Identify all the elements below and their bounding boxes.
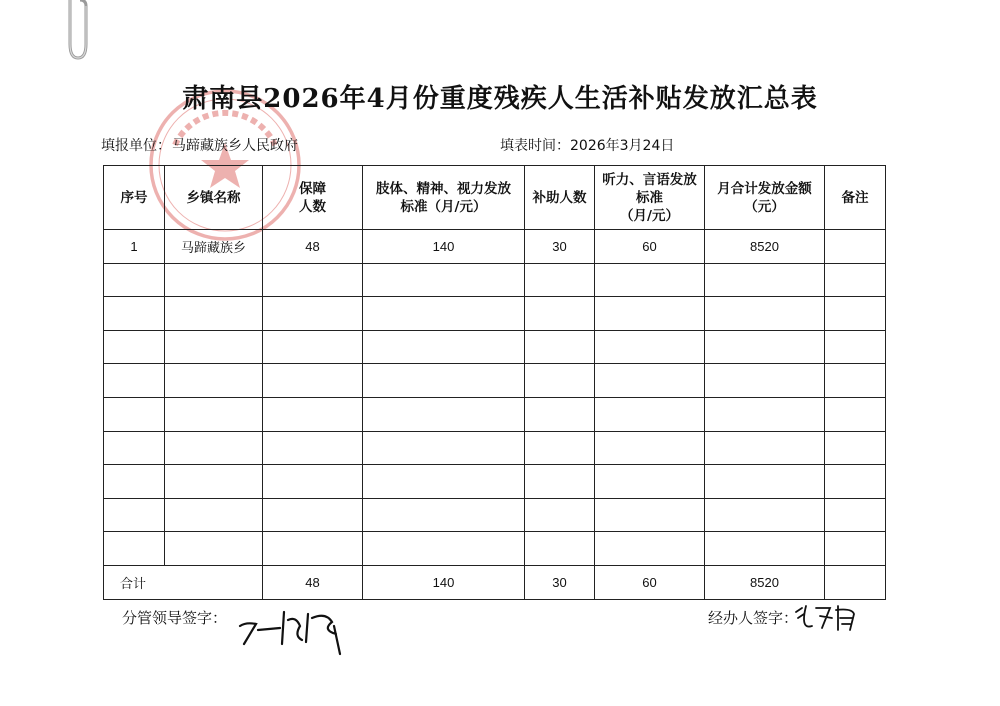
table-cell <box>263 532 363 566</box>
table-cell <box>825 297 886 331</box>
table-cell <box>104 431 165 465</box>
table-row <box>104 431 886 465</box>
fill-unit-label: 填报单位： <box>101 138 171 154</box>
table-cell <box>525 364 595 398</box>
table-cell <box>525 532 595 566</box>
table-cell <box>825 431 886 465</box>
table-cell <box>595 330 705 364</box>
table-cell <box>363 263 525 297</box>
table-cell <box>595 532 705 566</box>
table-cell <box>104 465 165 499</box>
table-cell <box>165 431 263 465</box>
table-cell <box>263 397 363 431</box>
table-cell <box>165 498 263 532</box>
header-cell: 保障 人数 <box>263 166 363 230</box>
table-cell <box>104 330 165 364</box>
table-cell <box>263 263 363 297</box>
table-cell <box>165 263 263 297</box>
total-cell: 48 <box>263 565 363 599</box>
table-cell <box>165 364 263 398</box>
document-title: 肃南县2026年4月份重度残疾人生活补贴发放汇总表 <box>182 84 818 114</box>
header-cell: 听力、言语发放 标准 （月/元） <box>595 166 705 230</box>
table-cell <box>525 330 595 364</box>
table-row <box>104 230 886 264</box>
table-cell <box>705 498 825 532</box>
table-cell: 马蹄藏族乡 <box>165 230 263 264</box>
table-cell <box>525 431 595 465</box>
table-header-row <box>104 166 886 230</box>
table-cell <box>705 397 825 431</box>
table-cell <box>595 431 705 465</box>
handler-signature-label: 经办人签字： <box>708 609 799 627</box>
table-cell <box>263 364 363 398</box>
fill-time-label: 填表时间： <box>500 138 570 154</box>
table-cell <box>363 431 525 465</box>
fill-time-value: 2026年3月24日 <box>570 138 675 154</box>
table-cell <box>705 263 825 297</box>
table-cell <box>825 397 886 431</box>
header-cell: 乡镇名称 <box>165 166 263 230</box>
table-cell <box>595 498 705 532</box>
table-cell <box>705 364 825 398</box>
total-cell: 30 <box>525 565 595 599</box>
table-cell <box>525 465 595 499</box>
table-cell <box>165 330 263 364</box>
table-row <box>104 297 886 331</box>
table-cell <box>363 330 525 364</box>
table-cell <box>165 465 263 499</box>
table-cell <box>595 364 705 398</box>
fill-unit-value: 马蹄藏族乡人民政府 <box>172 138 298 154</box>
table-cell <box>165 397 263 431</box>
table-cell <box>595 263 705 297</box>
total-cell: 140 <box>363 565 525 599</box>
table-cell <box>705 330 825 364</box>
table-cell <box>825 330 886 364</box>
table-cell <box>104 364 165 398</box>
leader-signature-label: 分管领导签字： <box>122 609 228 627</box>
leader-handwritten-signature <box>236 600 356 656</box>
table-cell <box>263 498 363 532</box>
table-cell <box>104 297 165 331</box>
table-row <box>104 397 886 431</box>
table-cell: 1 <box>104 230 165 264</box>
table-cell <box>104 397 165 431</box>
table-row <box>104 498 886 532</box>
table-cell <box>825 364 886 398</box>
table-cell <box>525 397 595 431</box>
table-cell <box>825 532 886 566</box>
table-cell: 140 <box>363 230 525 264</box>
table-cell: 30 <box>525 230 595 264</box>
table-cell <box>363 532 525 566</box>
table-cell <box>363 465 525 499</box>
summary-table <box>103 165 886 600</box>
table-row <box>104 465 886 499</box>
table-cell <box>363 364 525 398</box>
table-cell <box>263 465 363 499</box>
table-cell <box>525 263 595 297</box>
table-cell <box>263 431 363 465</box>
table-cell <box>595 297 705 331</box>
table-cell <box>705 431 825 465</box>
table-cell <box>595 465 705 499</box>
total-row <box>104 565 886 599</box>
table-cell <box>263 297 363 331</box>
table-cell: 60 <box>595 230 705 264</box>
table-cell <box>363 297 525 331</box>
table-cell <box>825 230 886 264</box>
table-cell <box>165 532 263 566</box>
header-cell: 序号 <box>104 166 165 230</box>
header-cell: 月合计发放金额 （元） <box>705 166 825 230</box>
table-cell <box>705 297 825 331</box>
table-cell <box>363 498 525 532</box>
table-cell <box>825 498 886 532</box>
table-row <box>104 532 886 566</box>
table-cell <box>104 498 165 532</box>
table-cell <box>104 532 165 566</box>
paper-clip-icon <box>58 0 94 64</box>
header-cell: 备注 <box>825 166 886 230</box>
header-cell: 补助人数 <box>525 166 595 230</box>
total-label: 合计 <box>104 565 263 599</box>
table-row <box>104 364 886 398</box>
total-cell: 60 <box>595 565 705 599</box>
table-cell <box>705 532 825 566</box>
table-cell <box>525 498 595 532</box>
table-cell <box>595 397 705 431</box>
header-cell: 肢体、精神、视力发放 标准（月/元） <box>363 166 525 230</box>
table-cell <box>705 465 825 499</box>
table-cell <box>825 263 886 297</box>
total-cell: 8520 <box>705 565 825 599</box>
handler-handwritten-signature <box>792 600 862 636</box>
table-cell: 8520 <box>705 230 825 264</box>
table-cell <box>525 297 595 331</box>
table-cell <box>825 465 886 499</box>
table-row <box>104 263 886 297</box>
table-cell <box>104 263 165 297</box>
table-cell <box>363 397 525 431</box>
table-row <box>104 330 886 364</box>
table-cell: 48 <box>263 230 363 264</box>
table-cell <box>263 330 363 364</box>
total-cell <box>825 565 886 599</box>
table-cell <box>165 297 263 331</box>
